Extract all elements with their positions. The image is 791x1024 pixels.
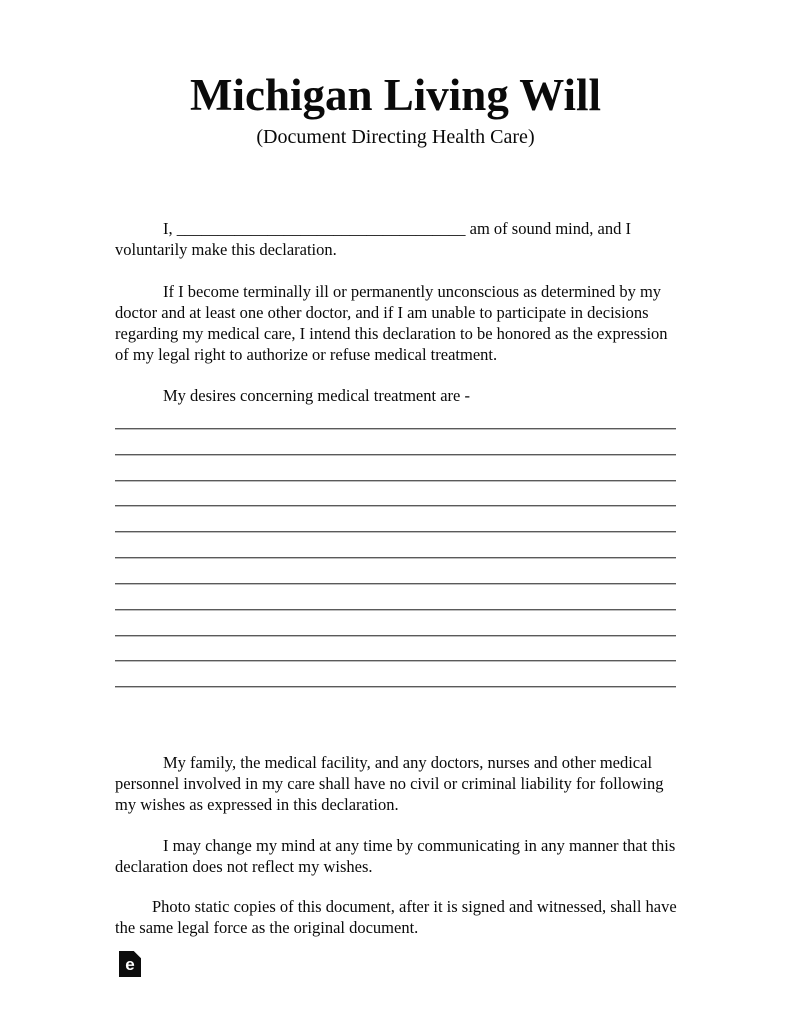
- write-line[interactable]: [115, 456, 676, 482]
- paragraph-photocopies: Photo static copies of this document, after it is signed and witnessed, shall have the same legal force as the original document.: [115, 896, 677, 937]
- eforms-logo-icon: [119, 951, 141, 977]
- write-line-rule: [115, 428, 676, 430]
- write-line-rule: [115, 480, 676, 482]
- write-line[interactable]: [115, 533, 676, 559]
- write-line[interactable]: [115, 559, 676, 585]
- declaration-text-pre: I,: [163, 218, 173, 238]
- write-line-rule: [115, 635, 676, 637]
- eforms-logo-letter: e: [125, 955, 135, 974]
- page-title: Michigan Living Will: [190, 70, 601, 120]
- write-line-rule: [115, 583, 676, 585]
- write-line-rule: [115, 454, 676, 456]
- write-line[interactable]: [115, 611, 676, 637]
- paragraph-liability: My family, the medical facility, and any doctors, nurses and other medical personnel involved in my care shall have no civil or criminal liability for following my wishes as expressed in this declaration.: [115, 752, 664, 814]
- write-line[interactable]: [115, 637, 676, 663]
- paragraph-declaration: [115, 218, 677, 260]
- write-line-rule: [115, 531, 676, 533]
- write-line[interactable]: [115, 507, 676, 533]
- declaration-text-post: am of sound mind, and I voluntarily make this declaration.: [115, 218, 631, 259]
- write-line[interactable]: [115, 662, 676, 688]
- desires-heading: My desires concerning medical treatment are -: [163, 385, 470, 405]
- paragraph-terminal-condition: If I become terminally ill or permanently unconscious as determined by my doctor and at least one other doctor, and if I am unable to participate in decisions regarding my medical care, I intend this declaration to be honored as the expression of my legal right to authorize or refuse medical treatment.: [115, 281, 668, 364]
- write-line-rule: [115, 557, 676, 559]
- paragraph-change-of-mind: I may change my mind at any time by communicating in any manner that this declaration does not reflect my wishes.: [115, 835, 676, 876]
- write-line-rule: [115, 609, 676, 611]
- write-line[interactable]: [115, 482, 676, 508]
- write-line[interactable]: [115, 585, 676, 611]
- write-line-rule: [115, 686, 676, 688]
- declarant-name-blank[interactable]: ___________________________________: [176, 218, 466, 238]
- write-line-rule: [115, 660, 676, 662]
- write-lines: [115, 404, 676, 688]
- write-line-rule: [115, 505, 676, 507]
- write-line[interactable]: [115, 430, 676, 456]
- write-line[interactable]: [115, 404, 676, 430]
- page-subtitle: (Document Directing Health Care): [256, 126, 535, 148]
- document-header: [0, 72, 791, 149]
